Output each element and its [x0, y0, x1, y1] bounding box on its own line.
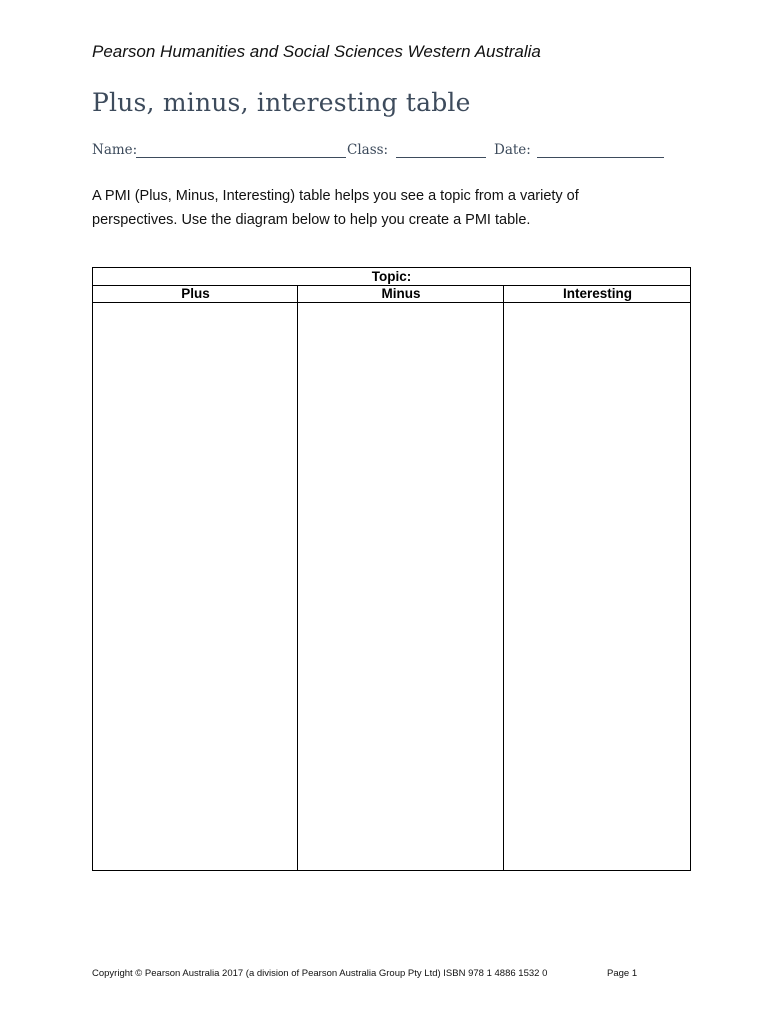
intro-paragraph: A PMI (Plus, Minus, Interesting) table helps you see a topic from a variety of perspectives. Use the diagram below to help you create a PMI table. [92, 188, 579, 228]
minus-cell[interactable] [298, 303, 503, 870]
page-title: Plus, minus, interesting table [92, 88, 471, 117]
class-label: Class: [347, 142, 389, 158]
date-label: Date: [494, 142, 531, 158]
name-field[interactable] [136, 157, 346, 158]
student-details-row [92, 142, 692, 162]
column-header-interesting: Interesting [562, 286, 632, 301]
pmi-table [92, 267, 691, 871]
name-label: Name: [92, 142, 138, 158]
interesting-cell[interactable] [504, 303, 690, 870]
page-number: Page 1 [607, 968, 638, 979]
topic-label: Topic: [371, 269, 412, 284]
date-field[interactable] [537, 157, 664, 158]
plus-cell[interactable] [93, 303, 297, 870]
class-field[interactable] [396, 157, 486, 158]
column-header-row [93, 286, 690, 303]
footer [92, 968, 638, 979]
column-header-plus: Plus [181, 286, 210, 301]
publisher-header: Pearson Humanities and Social Sciences Western Australia [92, 42, 541, 61]
column-header-minus: Minus [381, 286, 421, 301]
copyright-text: Copyright © Pearson Australia 2017 (a division of Pearson Australia Group Pty Ltd) ISBN 978 1 4886 1532 0 [92, 968, 548, 979]
topic-row[interactable] [93, 268, 690, 286]
